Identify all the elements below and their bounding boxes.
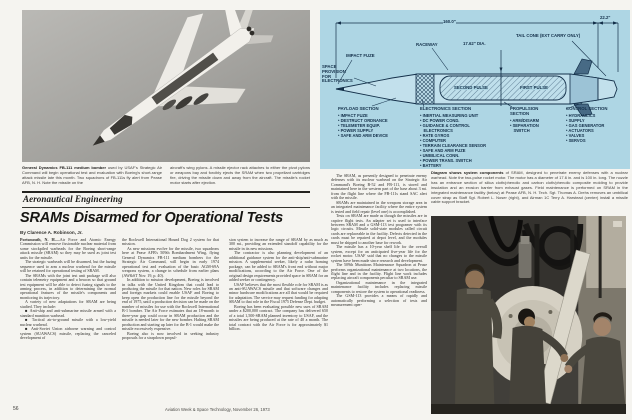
article-paragraph: sion system to increase the range of SRAM by as much as 300 mi., providing an extended standoff capability for the missile in its new missions. [229,238,328,251]
diagram-section-electronics [420,107,496,168]
diagram-list-item: • BATTERY [420,163,496,168]
fb111-caption-left-text: used by USAF's Strategic Air Command will begin operational test and evaluation with Boeing's short-range attack missile late this month. Two squadrons of FB-111s fly alert from Pease AFB, N. H. Note the missile on the [22,165,163,185]
article-paragraph: Organizational maintenance in the integrated maintenance facility includes replacing missile components to restore the system to operational readiness. [331,279,427,294]
maintenance-photo [431,216,626,414]
diagram-section-title: ELECTRONICS SECTION [420,106,472,111]
article-paragraph: The strategic warheads will be disarmed, but the fuzing sequence used to arm a nuclear warhead for the missile will be retained for operational testing of SRAM. [20,259,116,274]
kicker-rule-top [22,191,310,193]
maintenance-photo-art [431,216,626,414]
article-paragraph: In addition to mission development, Boeing is involved in talks with the United Kingdom that could lead to producing the missile for that nation. New roles for SRAM and foreign markets could enable USAF and Boeing to keep open the production line for the missile beyond the end of 1975, until a production decision can be made on the number of missiles for use with the Rockwell International B-1 bomber. The Air Force estimates that an 18-month to three-year gap could occur in SRAM production and the missile is needed later for the new bomber. Halting SRAM production and starting up later for the B-1 would make the missile excessively expensive. [122,277,219,332]
dim-tail-cone: 22.2" [600,15,611,21]
article-paragraph: ■ Tactical air-to-ground missile with a low-yield nuclear warhead. [20,317,116,327]
diagram-section-propulsion [510,107,556,133]
diagram-list-item: • SEPARATION SWITCH [510,123,556,133]
section-kicker: Aeronautical Engineering [23,194,123,204]
article-paragraph: Boeing also is now involved in seeking industry proposals for a strapdown propul- [122,330,219,340]
article-paragraph: The GSM-113 provides a means of rapidly and automatically performing a selection of tests and measurement oper- [331,293,427,308]
footer-publication-line: Aviation Week & Space Technology, November 26, 1973 [165,406,270,412]
kicker-rule-bottom [22,207,310,208]
fb111-photo [22,10,310,162]
label-impact-fuze: IMPACT FUZE [346,53,375,58]
diagram-list-item: • ACTUATORS [566,128,626,133]
diagram-list-item: • VALVES [566,133,626,138]
fb111-photo-art [22,10,310,162]
article-headline: SRAMs Disarmed for Operational Tests [20,210,283,226]
fb111-caption-right: aircraft's wing pylons. A missile ejector rack attaches to either the pivot pylons or weapons bay and forcibly ejects the SRAM when two propellant cartridges fire, driving the missile down and away from the aircraft. The missile's rocket motor starts after ejection. [170,165,310,185]
article-paragraph: Boeing has been evaluating possible new uses of SRAM under a $200,000 contract. The company has delivered 650 of a total 1,500-SRAM planned inventory to USAF, and the missiles are being produced at the rate of 40 a month. The total contract with the Air Force is for approximately $1 billion. [229,303,328,332]
article-paragraph: SRAMs are maintained in the weapons storage area in an integrated maintenance facility where the entire system is tested and field repair (level one) is accomplished. [331,199,427,214]
article-paragraph: The SRAM, as presently designed to penetrate enemy defenses with its nuclear warhead on the Strategic Air Command's Boeing B-52 and FB-111, is stored and maintained here in the western part of the base about 3 mi. from the flight line where the FB-111s stand SAC alert with the missile. [331,174,427,201]
diagram-section-title: PAYLOAD SECTION [338,106,379,111]
diagram-list-item: • SAFE AND ARM DEVICE [338,133,402,138]
article-paragraph: Tests on SRAM are made as though the missiles are in captive flight tests. An adapter set is used to interface between SRAM and a GSM-113 test programer with its logic circuits. Missile solid-state modules called circuit cards are replaceable in the facility. Defects detected in the cards must be repaired at depot level, and the modules must be shipped to another base for rework. [331,213,427,245]
article-paragraph: As new missions evolve for the missile, two squadrons here at Pease AFB's 509th Bombardment Wing, flying General Dynamics FB-111 medium bombers for the Strategic Air Command, will begin in early 1974 operational test and evaluation of the basic AGM-69A weapons system, a change in schedule from earlier plans (AW&ST Nov. 19, p. 40). [122,245,219,278]
article-lead-paragraph [20,238,116,260]
diagram-list-item: • SERVOS [566,138,626,143]
diagram-caption-text: of SRAM, designed to penetrate enemy defenses with a nuclear warhead. Note the two-pulse rocket motor. The motor has a diameter of 17.6 in. and is 100 in. long. The nozzle has an entrance section of silica cloth/phenolic and carbon cloth/phenolic composite molding to provide insulation and an erosion barrier from exhaust gases. Field maintenance is performed on SRAM in the integrated maintenance facility (below) at Pease AFB, N. H. Tech. Sgt. Thomas A. Drehs removes an umbilical cover strap as Staff Sgt. Robert L. Noser (right), and Airman 1C Terry A. Harstead (center) install a missile cable support bracket. [431,170,628,205]
diagram-list-item: • RATE GYROS [420,133,496,138]
fb111-caption-left [22,166,162,186]
label-tail-cone: TAIL CONE (EXT CARRY ONLY) [516,33,581,38]
article-paragraph: USAF believes that the most flexible role for SRAM is as an anti-SUAWACS missile and that software changes and minor hardware modifications are all that would be required for adaptation. The service may request funding for adapting SRAM to that role in the Fiscal 1975 Defense Dept. budget. [229,281,328,305]
article-paragraph: The SRAMs with the joint test unit package will also contain telemetry equipment and a beacon so that ground test equipment will be able to detect fuzing signals to the arming process, in addition to determining the normal operational features of the missile's components and monitoring its trajectory. [20,272,116,300]
diagram-list-item: • SUPPLY [566,118,626,123]
sram-diagram [320,10,630,169]
diagram-list-item: • POWER SUPPLY [338,128,402,133]
article-byline: By Clarence A. Robinson, Jr. [20,229,83,235]
diagram-list-item: • POWER TRANS. SWITCH [420,158,496,163]
article-column-3 [229,238,328,406]
diagram-list-item: • UMBILICAL CONN. [420,153,496,158]
article-paragraph: A variety of new adaptations for SRAM are being studied. They include: [20,299,116,309]
diagram-section-payload [338,107,402,138]
diagram-list-item: • DESTRUCT ORDNANCE [338,118,402,123]
article-dateline: Portsmouth, N. H.— [20,238,60,242]
diagram-list-item: • GAS GENERATOR [566,123,626,128]
diagram-list-item: • TERRAIN CLEARANCE SENSOR [420,143,496,148]
diagram-list-item: • TELEMETER EQUIP. [338,123,402,128]
diagram-list-item: • COMPUTER [420,138,496,143]
diagram-list-item: • INERTIAL MEASURING UNIT [420,113,496,118]
dim-overall-length: 160.0" [443,18,456,24]
diagram-list-item: • IMPACT FUZE [338,113,402,118]
article-paragraph: The 509th Munitions Maintenance Squadron at Pease performs organizational maintenance at two locations, the flight line and in the facility. Flight line work includes replacing aircraft components peculiar to SRAM use. [331,262,427,281]
diagram-list-item: • GUIDANCE & CONTROL ELECTRONICS [420,123,496,133]
label-second-pulse: SECOND PULSE [454,84,488,90]
label-first-pulse: FIRST PULSE [520,84,548,90]
article-column-1 [20,238,116,406]
fb111-caption-lead: General Dynamics FB-111 medium bomber [22,165,107,170]
diagram-list-item: • HYDRAULICS [566,113,626,118]
article-column-4 [331,174,427,410]
diagram-caption-lead: Diagram shows system components [431,170,504,175]
label-space-provision: SPACE PROVISION FOR ELECTRONICS [322,64,353,84]
article-paragraph: the Rockwell International Hound Dog 2 system for that mission. [122,238,219,247]
label-raceway: RACEWAY [416,42,438,47]
diagram-caption [431,171,628,205]
article-paragraph: The missile has a 10-year shelf life for the overall system, except for an anticipated five-year life for the rocket motor. USAF said that no changes to the missile system have been made since research and development. [331,244,427,263]
dim-diameter: 17.62" DIA. [463,41,486,46]
diagram-section-title: CONTROL SECTION [566,106,608,111]
page-number: 56 [13,406,19,412]
diagram-section-control [566,107,626,143]
article-paragraph: The contractor is also planning development of an additional guidance system for the anti-ship/anti-submarine mission. A supplemental seeker, likely a radar homing package, can be added to SRAM's front end without major modifications, according to the Air Force. One of the original design requirements provided space in SRAM for an added seeker or contingency. [229,250,328,283]
diagram-list-item: • SAFE AND ARM FUZE [420,148,496,153]
diagram-list-item: • DC POWER COND. [420,118,496,123]
article-paragraph: ■ Anti-Soviet Union airborne warning and control system (SUAWACS) missile, replacing the canceled development of [20,326,116,340]
diagram-list-item: • ARM/DISARM [510,118,556,123]
article-column-2 [122,238,219,406]
article-paragraph: ■ Anti-ship and anti-submarine missile armed with a standard munition warhead. [20,308,116,318]
diagram-section-title: PROPULSION SECTION [510,106,539,116]
article-lead-text: Air Force and Atomic Energy Commission will remove fissionable nuclear material from some stockpiled warheads for the Boeing short-range attack missile (SRAM) so they may be used as joint test units for the missile. [20,238,116,260]
